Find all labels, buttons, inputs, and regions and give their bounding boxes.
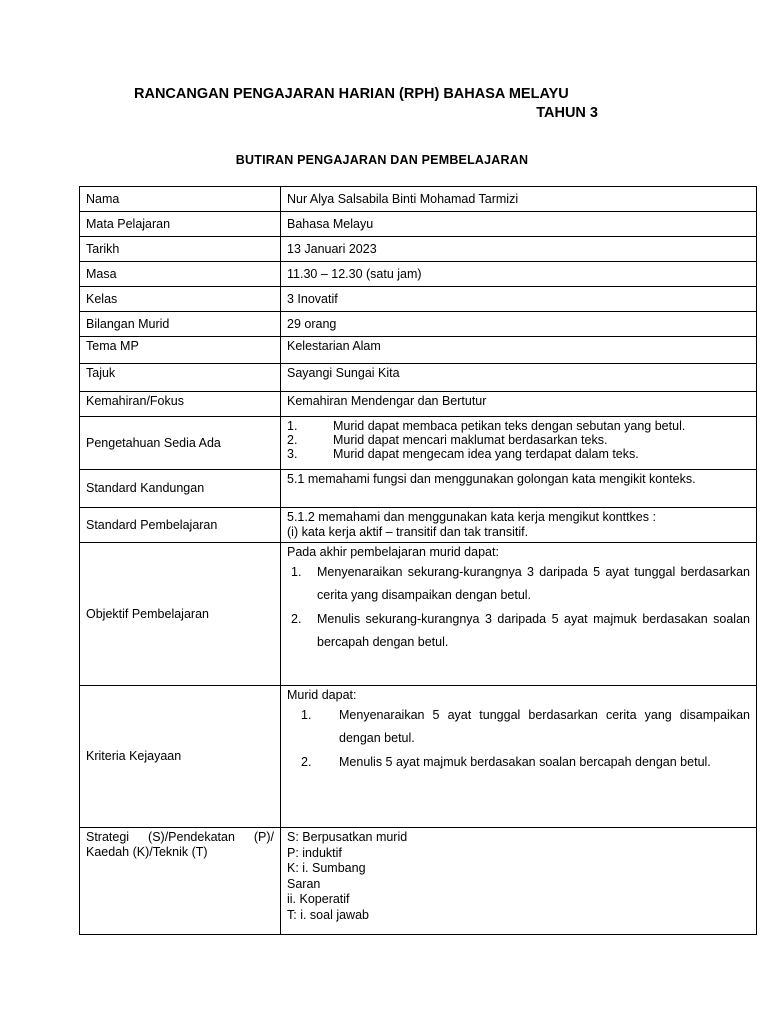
table-row (80, 237, 757, 262)
row-label: Kemahiran/Fokus (80, 392, 281, 417)
row-label: Standard Pembelajaran (80, 508, 281, 543)
list-number: 2. (287, 433, 298, 447)
strategy-line: T: i. soal jawab (287, 907, 369, 922)
list-item (287, 751, 750, 774)
list-number: 2. (291, 612, 302, 626)
row-label: Tajuk (80, 364, 281, 392)
table-row (80, 212, 757, 237)
list-text: Murid dapat membaca petikan teks dengan sebutan yang betul. (333, 419, 686, 433)
row-value: Sayangi Sungai Kita (281, 364, 757, 392)
table-row (80, 686, 757, 828)
list-item (287, 433, 750, 447)
row-label: Pengetahuan Sedia Ada (80, 417, 281, 470)
row-label: Strategi (S)/Pendekatan (P)/ Kaedah (K)/Teknik (T) (80, 828, 281, 935)
row-value: Bahasa Melayu (281, 212, 757, 237)
table-row (80, 187, 757, 212)
objective-intro: Pada akhir pembelajaran murid dapat: (287, 545, 499, 559)
table-row (80, 312, 757, 337)
row-label: Bilangan Murid (80, 312, 281, 337)
row-value: 3 Inovatif (281, 287, 757, 312)
list-item (287, 447, 750, 461)
list-text: Menulis sekurang-kurangnya 3 daripada 5 ayat majmuk berdasakan soalan bercapah dengan betul. (317, 612, 750, 649)
list-text: Menyenaraikan sekurang-kurangnya 3 daripada 5 ayat tunggal berdasarkan cerita yang disampaikan dengan betul. (317, 565, 750, 602)
list-item (287, 704, 750, 750)
row-value: 13 Januari 2023 (281, 237, 757, 262)
table-row (80, 828, 757, 935)
table-row (80, 287, 757, 312)
standard-line: 5.1.2 memahami dan menggunakan kata kerja mengikut konttkes : (287, 510, 656, 524)
table-row (80, 470, 757, 508)
row-label: Nama (80, 187, 281, 212)
list-number: 2. (301, 755, 312, 769)
list-text: Murid dapat mencari maklumat berdasarkan teks. (333, 433, 608, 447)
strategy-line: P: induktif (287, 845, 342, 860)
section-heading-text: BUTIRAN PENGAJARAN DAN PEMBELAJARAN (235, 153, 529, 167)
row-label: Tarikh (80, 237, 281, 262)
row-value (281, 508, 757, 543)
table-row (80, 392, 757, 417)
row-value: Kemahiran Mendengar dan Bertutur (281, 392, 757, 417)
row-label: Mata Pelajaran (80, 212, 281, 237)
section-heading (0, 153, 768, 167)
row-value: Kelestarian Alam (281, 337, 757, 364)
prior-knowledge-list (287, 419, 750, 461)
row-label: Tema MP (80, 337, 281, 364)
row-value: 29 orang (281, 312, 757, 337)
standard-line: (i) kata kerja aktif – transitif dan tak transitif. (287, 525, 529, 539)
row-value: Nur Alya Salsabila Binti Mohamad Tarmizi (281, 187, 757, 212)
list-number: 1. (291, 565, 302, 579)
list-text: Murid dapat mengecam idea yang terdapat dalam teks. (333, 447, 639, 461)
table-row (80, 543, 757, 686)
document-title-year: TAHUN 3 (536, 105, 598, 121)
row-label: Standard Kandungan (80, 470, 281, 508)
row-value (281, 543, 757, 686)
list-item (287, 608, 750, 654)
list-text: Menulis 5 ayat majmuk berdasakan soalan bercapah dengan betul. (339, 755, 711, 769)
table-row (80, 417, 757, 470)
strategy-line: S: Berpusatkan murid (287, 830, 408, 844)
table-row (80, 262, 757, 287)
list-item (287, 561, 750, 607)
strategy-line: K: i. Sumbang (287, 861, 366, 875)
row-label: Kelas (80, 287, 281, 312)
row-label: Masa (80, 262, 281, 287)
table-row (80, 364, 757, 392)
row-label: Objektif Pembelajaran (80, 543, 281, 686)
list-number: 3. (287, 447, 298, 461)
strategy-line: ii. Koperatif (287, 892, 350, 906)
lesson-plan-table (79, 186, 757, 935)
row-label: Kriteria Kejayaan (80, 686, 281, 828)
list-number: 1. (287, 419, 298, 433)
list-item (287, 419, 750, 433)
criteria-intro: Murid dapat: (287, 688, 357, 702)
row-value (281, 417, 757, 470)
row-value: 5.1 memahami fungsi dan menggunakan golongan kata mengikit konteks. (281, 470, 757, 508)
list-text: Menyenaraikan 5 ayat tunggal berdasarkan cerita yang disampaikan dengan betul. (339, 708, 750, 745)
row-value (281, 828, 757, 935)
table-row (80, 508, 757, 543)
row-value: 11.30 – 12.30 (satu jam) (281, 262, 757, 287)
row-value (281, 686, 757, 828)
strategy-line: Saran (287, 876, 321, 891)
document-title: RANCANGAN PENGAJARAN HARIAN (RPH) BAHASA MELAYU (134, 86, 569, 102)
table-row (80, 337, 757, 364)
list-number: 1. (301, 708, 312, 722)
